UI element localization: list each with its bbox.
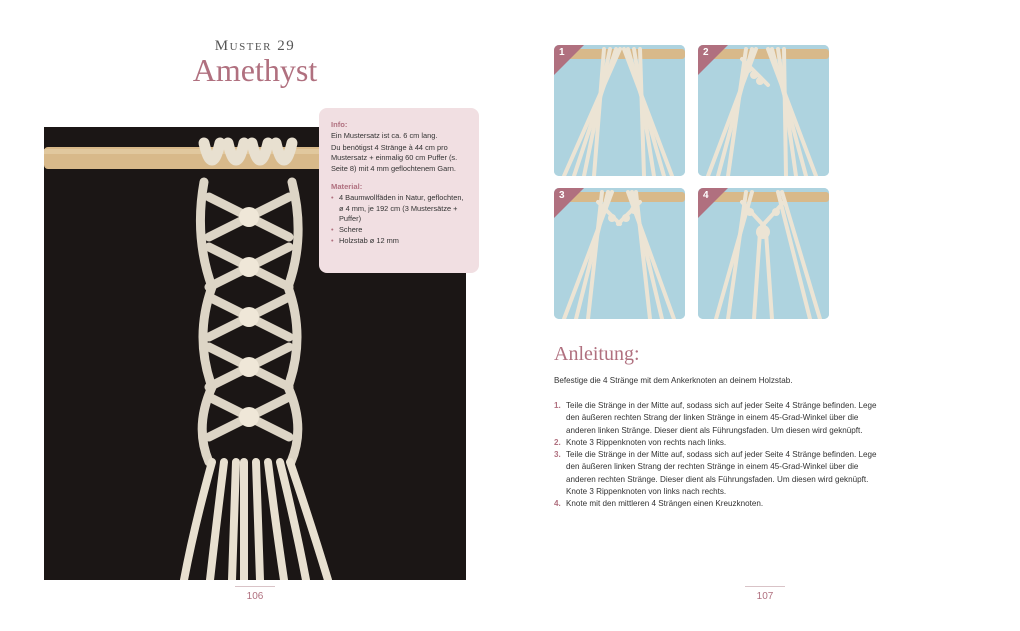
info-line: Du benötigst 4 Stränge à 44 cm pro Mustersatz + einmalig 60 cm Puffer (s. Seite 8) mit 4 mm geflochtenem Garn. [331,142,458,174]
material-item: • Schere [331,225,467,236]
step-num: 4. [554,499,561,509]
step-photo-2 [698,45,829,176]
page-number-left: 106 [235,591,275,602]
step-photo-1 [554,45,685,176]
step-text: Teile die Stränge in der Mitte auf, sodass sich auf jeder Seite 4 Stränge befinden. Lege den äußeren linken Strang der rechten Stränge in einem 45-Grad-Winkel über die anderen rechten Stränge. Dieser dient als Führungsfaden. Um diesen wird geknüpft. Knote 3 Rippenknoten von links nach rechts. [566,450,877,497]
step-photo-4 [698,188,829,319]
info-line: Ein Mustersatz ist ca. 6 cm lang. [331,131,438,140]
step-number: 4 [703,190,709,201]
material-item: • Holzstab ø 12 mm [331,236,467,247]
step-number: 2 [703,47,709,58]
material-heading: Material: [331,181,363,191]
instructions-intro: Befestige die 4 Stränge mit dem Ankerknoten an deinem Holzstab. [554,376,793,385]
step-number: 1 [559,47,565,58]
instruction-step [554,449,884,498]
pattern-label: Muster 29 [214,38,296,54]
instructions-heading: Anleitung: [554,343,640,365]
info-box [319,108,479,273]
instruction-step [554,400,884,437]
step-text: Knote mit den mittleren 4 Strängen einen Kreuzknoten. [566,499,764,509]
step-text: Knote 3 Rippenknoten von rechts nach links. [566,437,727,447]
info-heading: Info: [331,120,348,129]
instruction-step [554,498,884,510]
step-photo-3 [554,188,685,319]
page-number-right: 107 [745,591,785,602]
material-item: • 4 Baumwollfäden in Natur, geflochten, ø 4 mm, je 192 cm (3 Mustersätze + Puffer) [331,193,467,225]
material-list [331,193,467,247]
instruction-step [554,437,884,449]
step-text: Teile die Stränge in der Mitte auf, sodass sich auf jeder Seite 4 Stränge befinden. Lege den äußeren rechten Strang der linken Stränge in einem 45-Grad-Winkel über die anderen linken Stränge. Dieser dient als Führungsfaden. Um diesen wird geknüpft. [566,401,877,435]
instructions-list [554,400,884,511]
step-num: 1. [554,401,561,410]
step-num: 2. [554,437,561,447]
pattern-title: Amethyst [192,52,318,88]
step-num: 3. [554,450,561,460]
step-number: 3 [559,190,565,201]
